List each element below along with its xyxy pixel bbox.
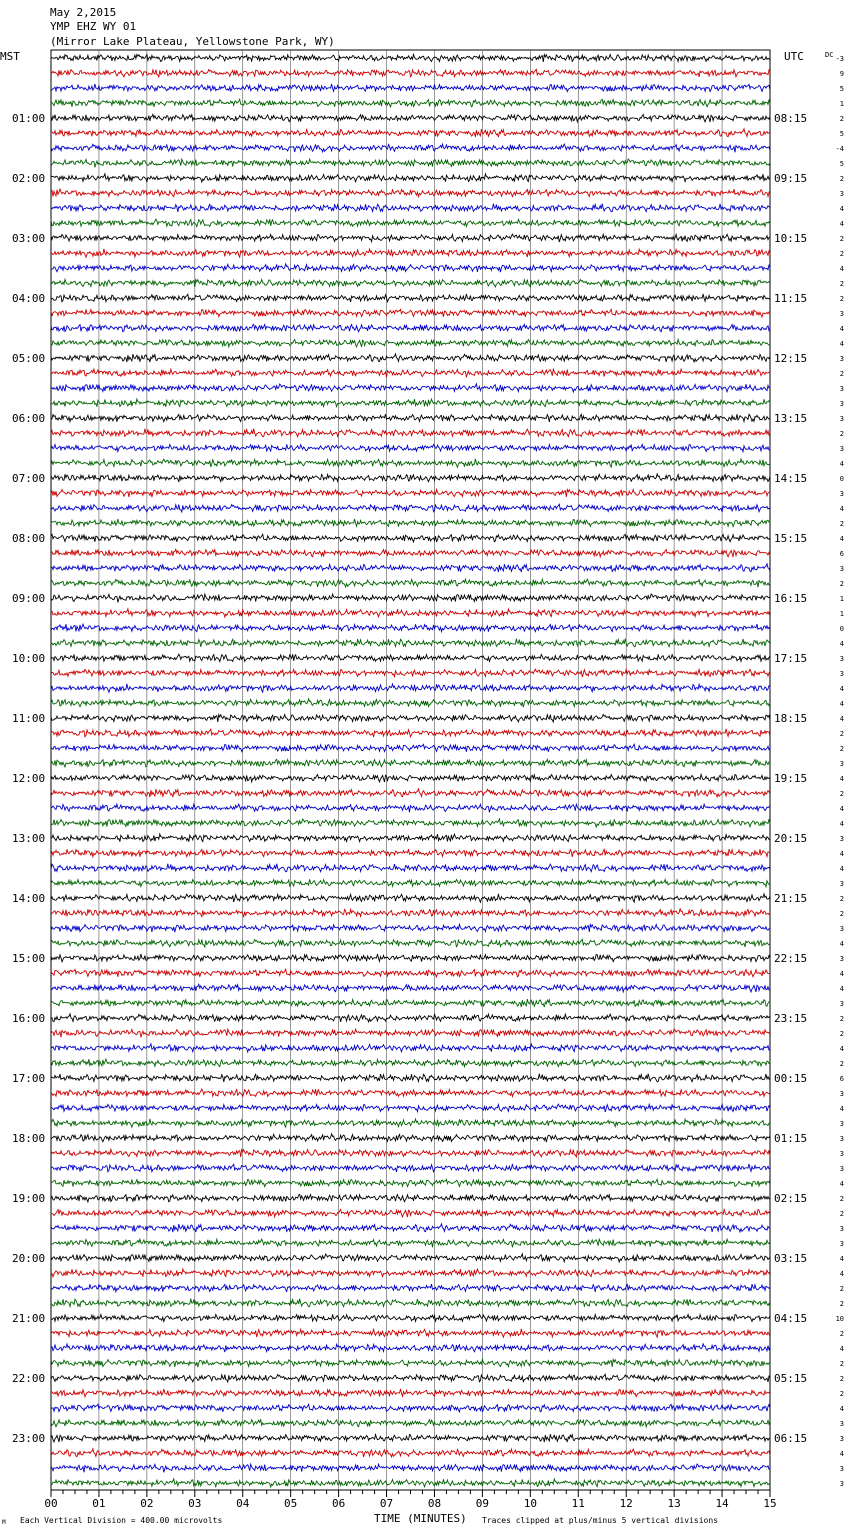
mst-hour-label: 14:00 bbox=[12, 892, 46, 905]
mst-hour-label: 11:00 bbox=[12, 712, 46, 725]
trace-row bbox=[51, 249, 770, 257]
dc-offset-value: 4 bbox=[839, 700, 844, 708]
trace-row bbox=[51, 744, 770, 752]
left-timezone-label: MST bbox=[0, 50, 20, 63]
mst-hour-label: 08:00 bbox=[12, 532, 46, 545]
trace-row bbox=[51, 1254, 770, 1262]
x-tick-label: 13 bbox=[667, 1497, 681, 1510]
dc-offset-value: 4 bbox=[839, 505, 844, 513]
mst-hour-label: 09:00 bbox=[12, 592, 46, 605]
dc-offset-value: 2 bbox=[839, 1285, 844, 1293]
utc-hour-label: 22:15 bbox=[774, 952, 808, 965]
utc-hour-label: 20:15 bbox=[774, 832, 808, 845]
utc-hour-label: 10:15 bbox=[774, 232, 808, 245]
trace-row bbox=[51, 534, 770, 542]
dc-offset-value: 2 bbox=[839, 790, 844, 798]
dc-offset-value: 4 bbox=[839, 1345, 844, 1353]
trace-row bbox=[51, 1164, 770, 1172]
trace-row bbox=[51, 639, 770, 647]
dc-offset-value: 3 bbox=[839, 655, 844, 663]
dc-offset-value: 4 bbox=[839, 640, 844, 648]
utc-hour-label: 11:15 bbox=[774, 292, 808, 305]
dc-offset-value: 3 bbox=[839, 1000, 844, 1008]
dc-offset-value: 3 bbox=[839, 190, 844, 198]
dc-offset-value: 3 bbox=[839, 415, 844, 423]
x-tick-label: 06 bbox=[331, 1497, 346, 1510]
trace-row bbox=[51, 1104, 770, 1112]
trace-row bbox=[51, 429, 770, 437]
dc-offset-value: 3 bbox=[839, 880, 844, 888]
dc-offset-value: 4 bbox=[839, 685, 844, 693]
dc-offset-value: 4 bbox=[839, 970, 844, 978]
trace-row bbox=[51, 1239, 770, 1247]
trace-row bbox=[51, 1329, 770, 1337]
x-tick-label: 01 bbox=[92, 1497, 106, 1510]
trace-row bbox=[51, 1119, 770, 1127]
mst-hour-label: 13:00 bbox=[12, 832, 46, 845]
dc-offset-value: 2 bbox=[839, 235, 844, 243]
dc-offset-value: 4 bbox=[839, 340, 844, 348]
x-tick-label: 07 bbox=[379, 1497, 394, 1510]
trace-row bbox=[51, 204, 770, 212]
x-tick-label: 03 bbox=[188, 1497, 202, 1510]
dc-offset-value: 6 bbox=[839, 550, 844, 558]
trace-row bbox=[51, 264, 770, 272]
dc-offset-value: 3 bbox=[839, 670, 844, 678]
dc-offset-value: 2 bbox=[839, 1210, 844, 1218]
trace-row bbox=[51, 1314, 770, 1321]
trace-row bbox=[51, 834, 770, 842]
trace-row bbox=[51, 699, 770, 707]
scale-note: Each Vertical Division = 400.00 microvolts bbox=[20, 1516, 223, 1525]
station-code: YMP EHZ WY 01 bbox=[50, 20, 137, 33]
dc-offset-value: 2 bbox=[839, 370, 844, 378]
dc-offset-value: 10 bbox=[835, 1315, 844, 1323]
trace-row bbox=[51, 1284, 770, 1292]
dc-offset-value: 4 bbox=[839, 850, 844, 858]
mst-hour-label: 04:00 bbox=[12, 292, 46, 305]
trace-row bbox=[51, 1029, 770, 1037]
trace-row bbox=[51, 864, 770, 872]
trace-row bbox=[51, 924, 770, 932]
dc-offset-value: 4 bbox=[839, 460, 844, 468]
trace-row bbox=[51, 1014, 770, 1022]
x-tick-label: 02 bbox=[140, 1497, 154, 1510]
trace-row bbox=[51, 384, 770, 392]
trace-row bbox=[51, 1269, 770, 1277]
mst-hour-label: 21:00 bbox=[12, 1312, 46, 1325]
dc-offset-value: 2 bbox=[839, 910, 844, 918]
trace-row bbox=[51, 1344, 770, 1352]
dc-offset-value: 1 bbox=[839, 610, 844, 618]
mst-hour-label: 12:00 bbox=[12, 772, 46, 785]
trace-row bbox=[51, 1134, 770, 1142]
dc-offset-header: DC bbox=[825, 51, 834, 59]
mst-hour-label: 15:00 bbox=[12, 952, 46, 965]
dc-offset-value: 3 bbox=[839, 490, 844, 498]
trace-row bbox=[51, 519, 770, 527]
trace-row bbox=[51, 564, 770, 572]
trace-row bbox=[51, 159, 770, 167]
dc-offset-value: 4 bbox=[839, 715, 844, 723]
dc-offset-value: 3 bbox=[839, 1165, 844, 1173]
dc-offset-value: 3 bbox=[839, 385, 844, 393]
dc-offset-value: 4 bbox=[839, 265, 844, 273]
utc-hour-label: 12:15 bbox=[774, 352, 808, 365]
dc-offset-value: 2 bbox=[839, 1330, 844, 1338]
utc-hour-label: 23:15 bbox=[774, 1012, 808, 1025]
dc-offset-value: 0 bbox=[839, 475, 844, 483]
corner-mark: M bbox=[2, 1519, 6, 1526]
dc-offset-value: -3 bbox=[835, 55, 844, 63]
x-tick-label: 10 bbox=[523, 1497, 537, 1510]
trace-row bbox=[51, 294, 770, 302]
dc-offset-value: 3 bbox=[839, 445, 844, 453]
dc-offset-value: 3 bbox=[839, 835, 844, 843]
dc-offset-value: 4 bbox=[839, 865, 844, 873]
trace-row bbox=[51, 819, 770, 827]
mst-hour-label: 05:00 bbox=[12, 352, 46, 365]
dc-offset-value: 4 bbox=[839, 535, 844, 543]
dc-offset-value: 2 bbox=[839, 895, 844, 903]
utc-hour-label: 06:15 bbox=[774, 1432, 808, 1445]
trace-row bbox=[51, 804, 770, 812]
utc-hour-label: 15:15 bbox=[774, 532, 808, 545]
dc-offset-value: 4 bbox=[839, 1255, 844, 1263]
trace-row bbox=[51, 174, 770, 182]
dc-offset-value: 1 bbox=[839, 595, 844, 603]
dc-offset-value: 2 bbox=[839, 280, 844, 288]
trace-row bbox=[51, 1434, 770, 1442]
trace-row bbox=[51, 504, 770, 512]
dc-offset-value: 0 bbox=[839, 625, 844, 633]
trace-row bbox=[51, 1179, 770, 1187]
trace-row bbox=[51, 894, 770, 902]
trace-row bbox=[51, 459, 770, 467]
dc-offset-value: -4 bbox=[835, 145, 844, 153]
trace-row bbox=[51, 579, 770, 587]
mst-hour-label: 23:00 bbox=[12, 1432, 46, 1445]
trace-row bbox=[51, 849, 770, 857]
dc-offset-value: 1 bbox=[839, 100, 844, 108]
x-tick-label: 11 bbox=[571, 1497, 585, 1510]
trace-row bbox=[51, 984, 770, 992]
x-tick-label: 14 bbox=[715, 1497, 729, 1510]
trace-row bbox=[51, 84, 770, 92]
dc-offset-value: 4 bbox=[839, 985, 844, 993]
trace-row bbox=[51, 789, 770, 797]
dc-offset-value: 2 bbox=[839, 1300, 844, 1308]
utc-hour-label: 00:15 bbox=[774, 1072, 808, 1085]
trace-row bbox=[51, 594, 770, 602]
dc-offset-layer bbox=[836, 55, 844, 1488]
trace-row bbox=[51, 939, 770, 947]
trace-row bbox=[51, 969, 770, 977]
trace-row bbox=[51, 129, 770, 137]
dc-offset-value: 9 bbox=[839, 70, 844, 78]
trace-row bbox=[51, 729, 770, 737]
trace-row bbox=[51, 279, 770, 287]
trace-row bbox=[51, 324, 770, 331]
dc-offset-value: 2 bbox=[839, 1030, 844, 1038]
dc-offset-value: 4 bbox=[839, 1045, 844, 1053]
utc-hour-label: 18:15 bbox=[774, 712, 808, 725]
x-tick-label: 04 bbox=[236, 1497, 250, 1510]
dc-offset-value: 4 bbox=[839, 325, 844, 333]
x-tick-label: 15 bbox=[763, 1497, 777, 1510]
dc-offset-value: 3 bbox=[839, 1090, 844, 1098]
x-axis-label: TIME (MINUTES) bbox=[374, 1512, 467, 1525]
dc-offset-value: 2 bbox=[839, 430, 844, 438]
trace-row bbox=[51, 99, 770, 107]
dc-offset-value: 2 bbox=[839, 115, 844, 123]
dc-offset-value: 5 bbox=[839, 160, 844, 168]
dc-offset-value: 4 bbox=[839, 775, 844, 783]
dc-offset-value: 6 bbox=[839, 1075, 844, 1083]
dc-offset-value: 4 bbox=[839, 220, 844, 228]
trace-row bbox=[51, 669, 770, 677]
dc-offset-value: 4 bbox=[839, 940, 844, 948]
mst-hour-label: 19:00 bbox=[12, 1192, 46, 1205]
trace-row bbox=[51, 775, 770, 782]
dc-offset-value: 2 bbox=[839, 580, 844, 588]
dc-offset-value: 3 bbox=[839, 1150, 844, 1158]
utc-hour-label: 09:15 bbox=[774, 172, 808, 185]
trace-row bbox=[51, 444, 770, 451]
trace-row bbox=[51, 309, 770, 317]
utc-hour-label: 04:15 bbox=[774, 1312, 808, 1325]
trace-row bbox=[51, 144, 770, 152]
trace-row bbox=[51, 1089, 770, 1096]
trace-row bbox=[51, 1389, 770, 1397]
dc-offset-value: 2 bbox=[839, 730, 844, 738]
dc-offset-value: 3 bbox=[839, 1240, 844, 1248]
trace-row bbox=[51, 1074, 770, 1082]
mst-hour-label: 20:00 bbox=[12, 1252, 46, 1265]
dc-offset-value: 2 bbox=[839, 1390, 844, 1398]
utc-hour-label: 16:15 bbox=[774, 592, 808, 605]
time-axis bbox=[44, 1490, 776, 1510]
trace-row bbox=[51, 234, 770, 242]
trace-row bbox=[51, 624, 770, 632]
trace-row bbox=[51, 1224, 770, 1232]
trace-row bbox=[51, 759, 770, 767]
dc-offset-value: 5 bbox=[839, 85, 844, 93]
trace-row bbox=[51, 414, 770, 422]
dc-offset-value: 4 bbox=[839, 1270, 844, 1278]
utc-hour-label: 19:15 bbox=[774, 772, 808, 785]
x-tick-label: 00 bbox=[44, 1497, 58, 1510]
mst-hour-label: 03:00 bbox=[12, 232, 46, 245]
dc-offset-value: 3 bbox=[839, 760, 844, 768]
dc-offset-value: 3 bbox=[839, 565, 844, 573]
trace-row bbox=[51, 189, 770, 197]
dc-offset-value: 2 bbox=[839, 520, 844, 528]
trace-row bbox=[51, 1149, 770, 1157]
dc-offset-value: 4 bbox=[839, 820, 844, 828]
trace-row bbox=[51, 999, 770, 1007]
trace-row bbox=[51, 114, 770, 122]
trace-row bbox=[51, 549, 770, 557]
x-tick-label: 08 bbox=[427, 1497, 442, 1510]
trace-row bbox=[51, 369, 770, 377]
mst-hour-label: 17:00 bbox=[12, 1072, 46, 1085]
mst-hour-label: 16:00 bbox=[12, 1012, 46, 1025]
dc-offset-value: 2 bbox=[839, 250, 844, 258]
trace-row bbox=[51, 879, 770, 886]
dc-offset-value: 3 bbox=[839, 1225, 844, 1233]
utc-hour-label: 17:15 bbox=[774, 652, 808, 665]
trace-row bbox=[51, 1419, 770, 1426]
mst-hour-label: 02:00 bbox=[12, 172, 46, 185]
dc-offset-value: 3 bbox=[839, 310, 844, 318]
trace-row bbox=[51, 1210, 770, 1217]
trace-row bbox=[51, 219, 770, 226]
dc-offset-value: 2 bbox=[839, 1360, 844, 1368]
mst-hour-label: 01:00 bbox=[12, 112, 46, 125]
mst-hour-label: 18:00 bbox=[12, 1132, 46, 1145]
dc-offset-value: 2 bbox=[839, 1015, 844, 1023]
dc-offset-value: 4 bbox=[839, 1180, 844, 1188]
trace-row bbox=[51, 69, 770, 77]
dc-offset-value: 4 bbox=[839, 1450, 844, 1458]
dc-offset-value: 3 bbox=[839, 400, 844, 408]
clip-note: Traces clipped at plus/minus 5 vertical divisions bbox=[482, 1516, 719, 1525]
trace-row bbox=[51, 684, 770, 692]
trace-row bbox=[51, 954, 770, 962]
dc-offset-value: 3 bbox=[839, 1420, 844, 1428]
trace-row bbox=[51, 1059, 770, 1067]
trace-row bbox=[51, 354, 770, 362]
trace-row bbox=[51, 1464, 770, 1472]
utc-hour-label: 13:15 bbox=[774, 412, 808, 425]
trace-row bbox=[51, 489, 770, 497]
right-timezone-label: UTC bbox=[784, 50, 804, 63]
trace-row bbox=[51, 1479, 770, 1487]
dc-offset-value: 3 bbox=[839, 955, 844, 963]
trace-row bbox=[51, 474, 770, 482]
dc-offset-value: 3 bbox=[839, 1465, 844, 1473]
x-tick-label: 12 bbox=[619, 1497, 633, 1510]
utc-hour-label: 05:15 bbox=[774, 1372, 808, 1385]
trace-row bbox=[51, 340, 770, 347]
trace-row bbox=[51, 609, 770, 617]
dc-offset-value: 2 bbox=[839, 295, 844, 303]
trace-row bbox=[51, 54, 770, 62]
utc-hour-label: 08:15 bbox=[774, 112, 808, 125]
utc-hour-label: 01:15 bbox=[774, 1132, 808, 1145]
mst-hour-label: 06:00 bbox=[12, 412, 46, 425]
dc-offset-value: 3 bbox=[839, 355, 844, 363]
trace-row bbox=[51, 399, 770, 407]
dc-offset-value: 3 bbox=[839, 925, 844, 933]
mst-hour-label: 07:00 bbox=[12, 472, 46, 485]
utc-hour-label: 21:15 bbox=[774, 892, 808, 905]
trace-row bbox=[51, 1299, 770, 1307]
trace-row bbox=[51, 1359, 770, 1367]
x-tick-label: 09 bbox=[475, 1497, 490, 1510]
mst-hour-label: 10:00 bbox=[12, 652, 46, 665]
utc-hour-label: 02:15 bbox=[774, 1192, 808, 1205]
dc-offset-value: 4 bbox=[839, 1105, 844, 1113]
x-tick-label: 05 bbox=[284, 1497, 298, 1510]
dc-offset-value: 5 bbox=[839, 130, 844, 138]
trace-row bbox=[51, 1194, 770, 1202]
dc-offset-value: 2 bbox=[839, 745, 844, 753]
trace-row bbox=[51, 654, 770, 661]
trace-row bbox=[51, 1374, 770, 1382]
trace-row bbox=[51, 1044, 770, 1052]
dc-offset-value: 4 bbox=[839, 205, 844, 213]
dc-offset-value: 2 bbox=[839, 1375, 844, 1383]
dc-offset-value: 3 bbox=[839, 1120, 844, 1128]
dc-offset-value: 3 bbox=[839, 1435, 844, 1443]
trace-layer bbox=[51, 54, 770, 1487]
dc-offset-value: 2 bbox=[839, 1060, 844, 1068]
dc-offset-value: 3 bbox=[839, 1480, 844, 1488]
utc-hour-label: 03:15 bbox=[774, 1252, 808, 1265]
dc-offset-value: 4 bbox=[839, 805, 844, 813]
trace-row bbox=[51, 714, 770, 722]
utc-hour-label: 14:15 bbox=[774, 472, 808, 485]
trace-row bbox=[51, 1404, 770, 1412]
chart-date: May 2,2015 bbox=[50, 6, 117, 19]
dc-offset-value: 2 bbox=[839, 175, 844, 183]
dc-offset-value: 3 bbox=[839, 1135, 844, 1143]
station-location: (Mirror Lake Plateau, Yellowstone Park, WY) bbox=[50, 35, 335, 48]
dc-offset-value: 4 bbox=[839, 1405, 844, 1413]
trace-row bbox=[51, 909, 770, 917]
dc-offset-value: 2 bbox=[839, 1195, 844, 1203]
trace-row bbox=[51, 1449, 770, 1457]
mst-hour-label: 22:00 bbox=[12, 1372, 46, 1385]
